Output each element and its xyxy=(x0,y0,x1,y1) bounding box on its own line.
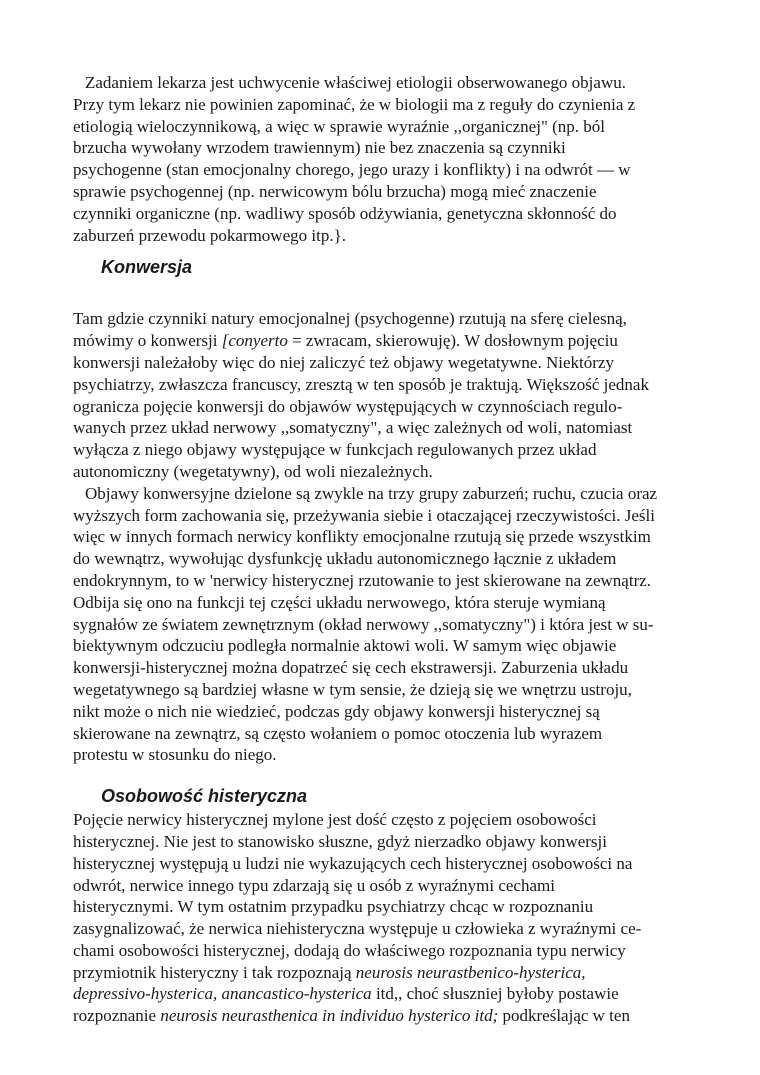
italic-term: neurosis neurastbenico-hysterica, xyxy=(355,962,586,982)
text-line: zaburzeń przewodu pokarmowego itp.}. xyxy=(73,225,346,245)
text-line: sygnałów ze światem zewnętrznym (okład nerwowy ,,somatyczny") i która jest w su- xyxy=(73,614,654,634)
text-line xyxy=(73,330,673,352)
italic-term: depressivo-hysterica, anancastico-hysterica xyxy=(73,984,372,1004)
text-line: protestu w stosunku do niego. xyxy=(73,745,277,765)
text-line: psychiatrzy, zwłaszcza francuscy, zresztą w ten sposób je traktują. Większość jednak xyxy=(73,374,649,394)
paragraph-osobowosc xyxy=(73,809,673,1027)
text-line: konwersji należałoby więc do niej zaliczyć też objawy wegetatywne. Niektórzy xyxy=(73,352,614,372)
text-line: nikt może o nich nie wiedzieć, podczas gdy objawy konwersji histerycznej są xyxy=(73,701,600,721)
text-line: Tam gdzie czynniki natury emocjonalnej (psychogenne) rzutują na sferę cielesną, xyxy=(73,309,627,329)
text-line: histerycznymi. W tym ostatnim przypadku psychiatrzy chcąc w rozpoznaniu xyxy=(73,897,594,917)
italic-term: [conyerto xyxy=(221,331,288,351)
section-heading-konwersja: Konwersja xyxy=(101,257,193,278)
text-run: podkreślając w ten xyxy=(498,1006,630,1026)
text-line: chami osobowości histerycznej, dodają do właściwego rozpoznania typu nerwicy xyxy=(73,940,626,960)
text-line: wegetatywnego są bardziej własne w tym sensie, że dzieją się we wnętrzu ustroju, xyxy=(73,679,632,699)
text-line: biektywnym odczuciu podległa normalnie aktowi woli. W samym więc objawie xyxy=(73,636,617,656)
text-line: histerycznej występują u ludzi nie wykazujących cech histerycznej osobowości na xyxy=(73,853,633,873)
section-heading-osobowosc: Osobowość histeryczna xyxy=(101,786,308,807)
text-line: brzucha wywołany wrzodem trawiennym) nie bez znaczenia są czynniki xyxy=(73,138,566,158)
text-line: Odbija się ono na funkcji tej części układu nerwowego, która steruje wymianą xyxy=(73,592,606,612)
text-line: histerycznej. Nie jest to stanowisko słuszne, gdyż nierzadko objawy konwersji xyxy=(73,831,607,851)
text-line: Zadaniem lekarza jest uchwycenie właściwej etiologii obserwowanego objawu. xyxy=(85,73,626,92)
paragraph-etiology xyxy=(73,72,673,246)
text-run: itd,, choć słuszniej byłoby postawie xyxy=(371,984,619,1004)
text-line: zasygnalizować, że nerwica niehisteryczna występuje u człowieka z wyraźnymi ce- xyxy=(73,919,642,939)
text-line: wanych przez układ nerwowy ,,somatyczny", a więc zależnych od woli, natomiast xyxy=(73,418,633,438)
text-line: psychogenne (stan emocjonalny chorego, jego urazy i konflikty) i na odwrót — w xyxy=(73,160,631,180)
text-line: wyłącza z niego objawy występujące w funkcjach regulowanych przez układ xyxy=(73,440,597,460)
text-line: autonomiczny (wegetatywny), od woli niezależnych. xyxy=(73,461,433,481)
text-line: wyższych form zachowania się, przeżywania siebie i otaczającej rzeczywistości. Jeśli xyxy=(73,505,655,525)
text-run: przymiotnik histeryczny i tak rozpoznają xyxy=(73,962,356,982)
paragraph-konwersja xyxy=(73,308,673,482)
text-line: ogranicza pojęcie konwersji do objawów występujących w czynnościach regulo- xyxy=(73,396,623,416)
text-run: rozpoznanie xyxy=(73,1006,161,1026)
text-line: konwersji-histerycznej można dopatrzeć się cech ekstrawersji. Zaburzenia układu xyxy=(73,658,629,678)
text-run: = zwracam, skierowuję). W dosłownym pojęciu xyxy=(287,331,618,351)
text-line: Przy tym lekarz nie powinien zapominać, że w biologii ma z reguły do czynienia z xyxy=(73,94,636,114)
text-run: mówimy o konwersji xyxy=(73,331,222,351)
text-line: endokrynnym, to w 'nerwicy histerycznej rzutowanie to jest skierowane na zewnątrz. xyxy=(73,570,652,590)
text-line xyxy=(73,983,673,1005)
text-line: sprawie psychogennej (np. nerwicowym bólu brzucha) mogą mieć znaczenie xyxy=(73,181,597,201)
document-page xyxy=(73,72,673,1027)
text-line: odwrót, nerwice innego typu zdarzają się u osób z wyraźnymi cechami xyxy=(73,875,555,895)
italic-term: neurosis neurasthenica in individuo hysterico itd; xyxy=(160,1006,499,1026)
paragraph-objawy xyxy=(73,483,673,766)
text-line xyxy=(73,1005,673,1027)
text-line: Pojęcie nerwicy histerycznej mylone jest dość często z pojęciem osobowości xyxy=(73,810,597,830)
text-line: skierowane na zewnątrz, są często wołaniem o pomoc otoczenia lub wyrazem xyxy=(73,723,603,743)
text-line: więc w innych formach nerwicy konflikty emocjonalne rzutują się przede wszystkim xyxy=(73,527,651,547)
text-line: do wewnątrz, wywołując dysfunkcję układu autonomicznego łącznie z układem xyxy=(73,549,617,569)
text-line xyxy=(73,962,673,984)
text-line: Objawy konwersyjne dzielone są zwykle na trzy grupy zaburzeń; ruchu, czucia oraz xyxy=(85,483,658,503)
text-line: czynniki organiczne (np. wadliwy sposób odżywiania, genetyczna skłonność do xyxy=(73,203,617,223)
text-line: etiologią wieloczynnikową, a więc w sprawie wyraźnie ,,organicznej" (np. ból xyxy=(73,116,606,136)
